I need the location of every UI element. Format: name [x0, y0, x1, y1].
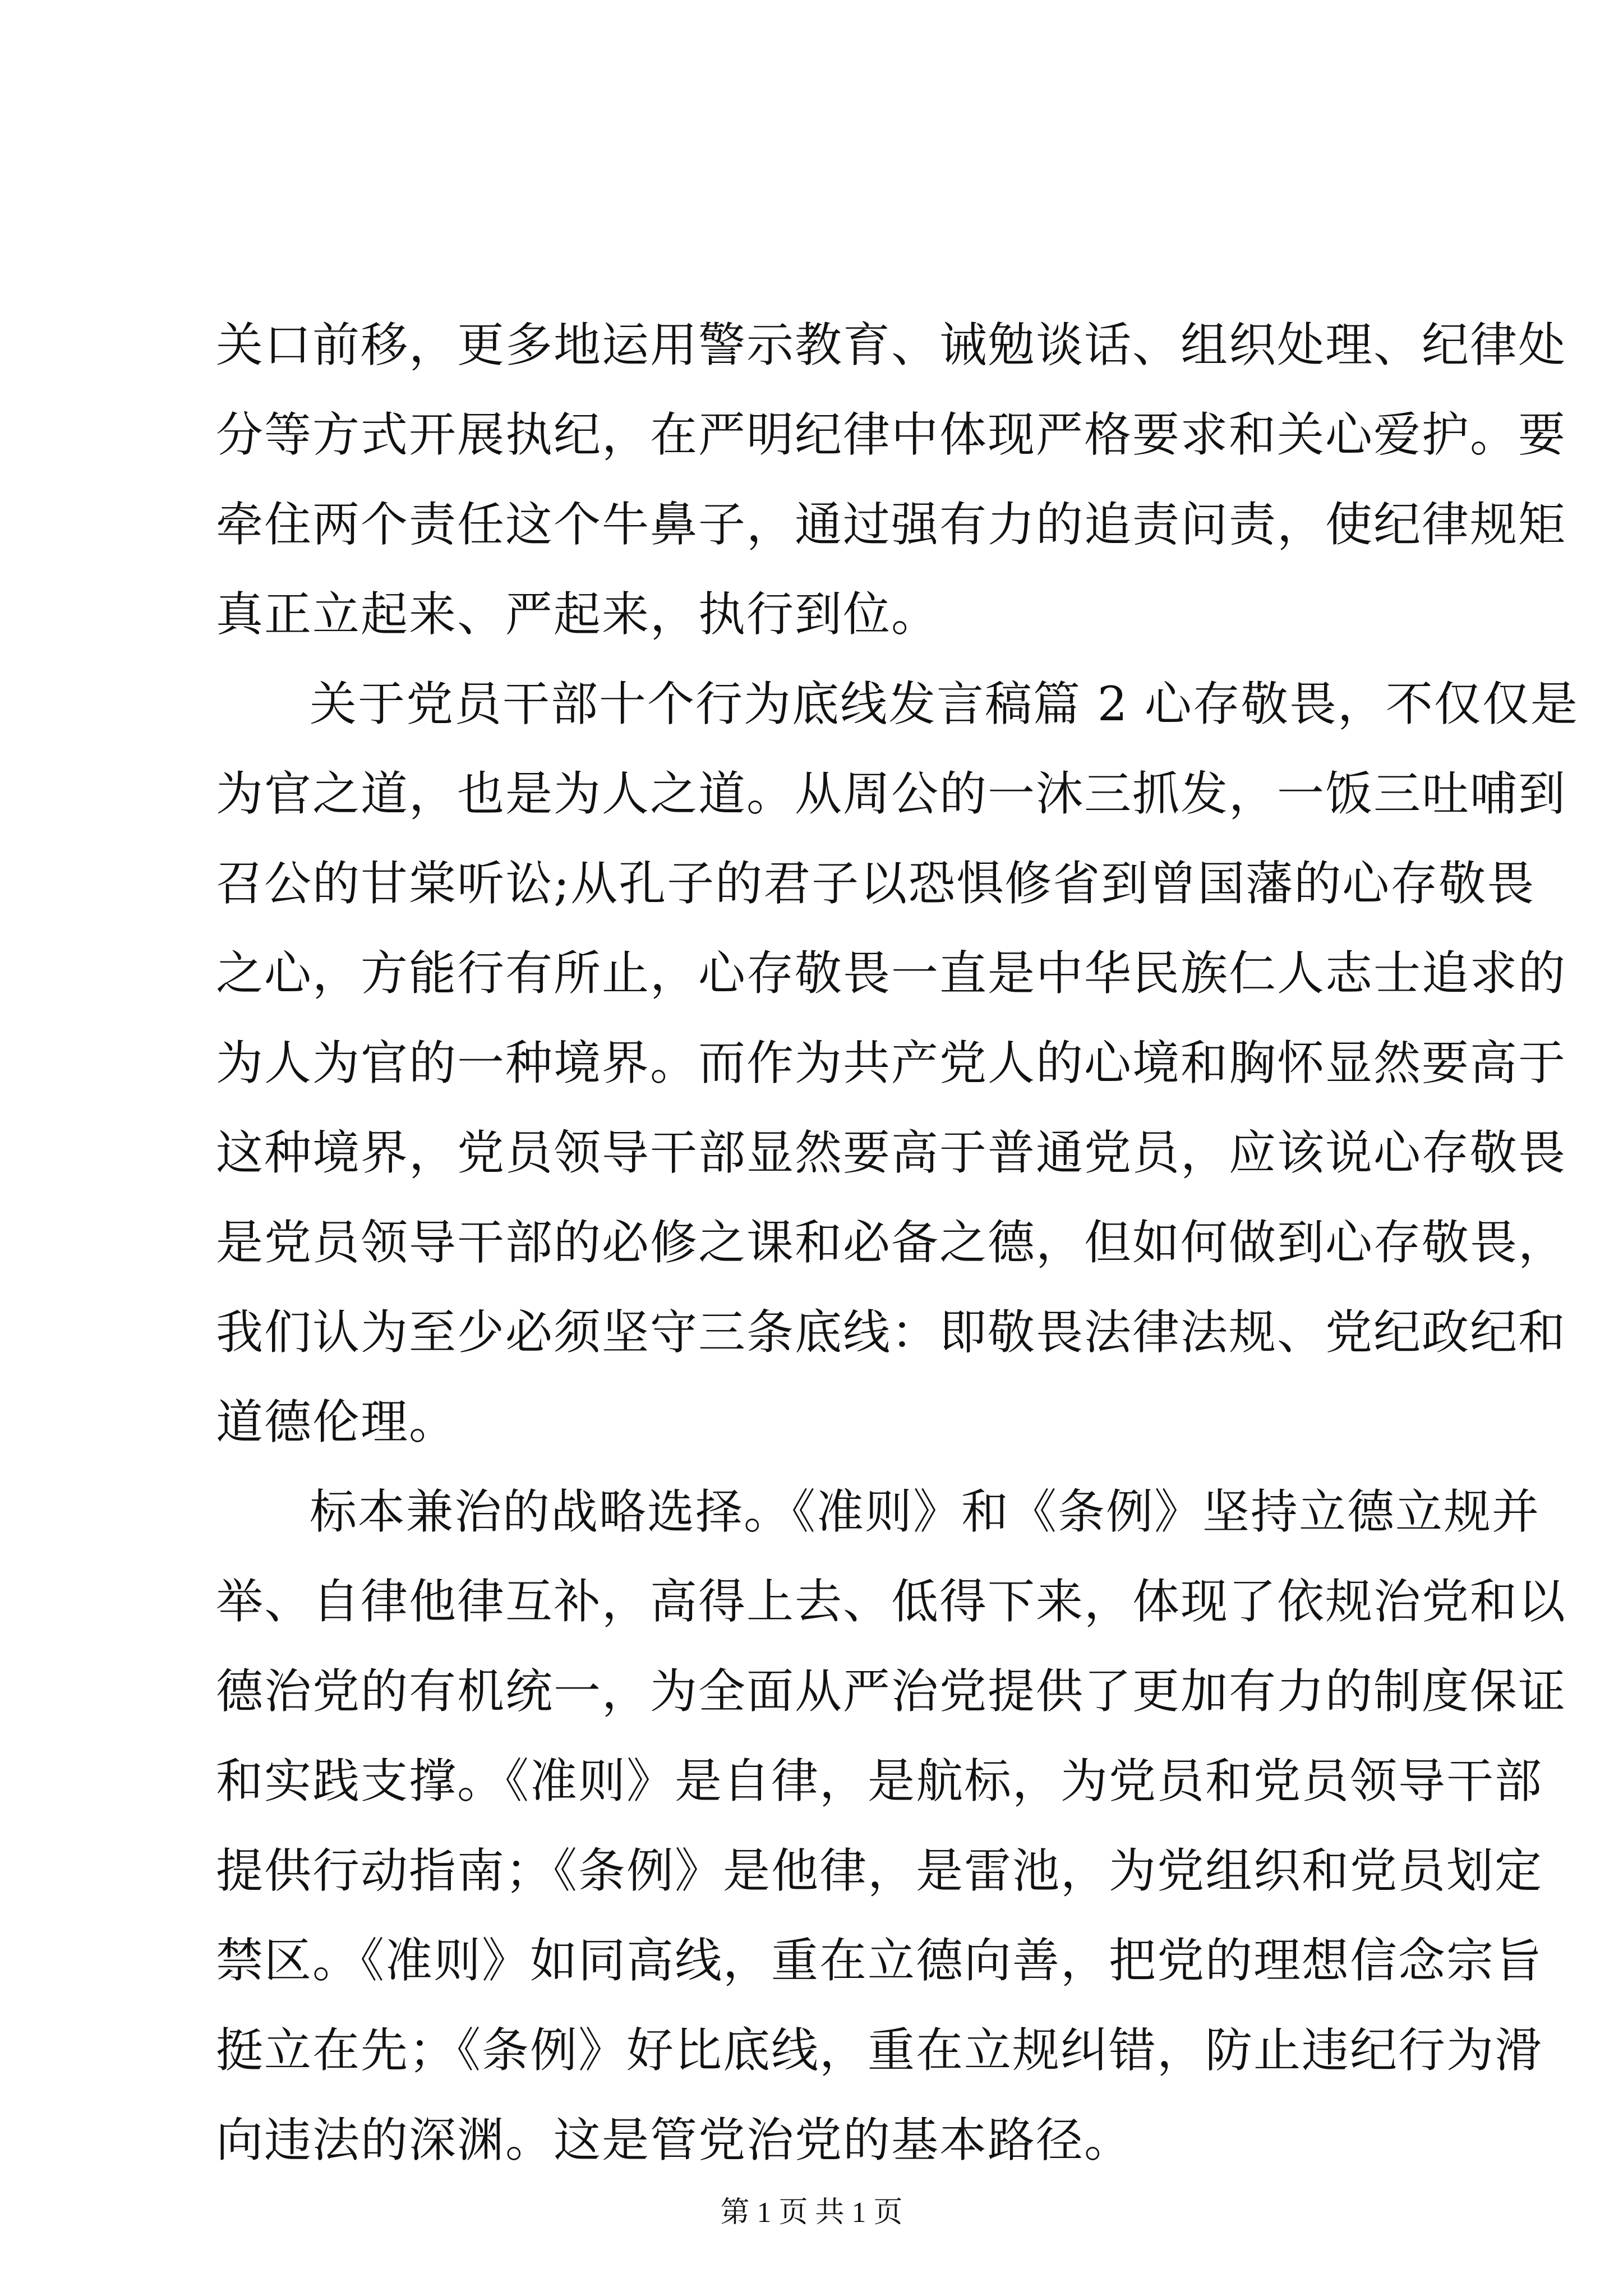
text-line: 挺立在先；《条例》好比底线，重在立规纠错，防止违纪行为滑	[216, 2023, 1543, 2078]
text-line: 提供行动指南；《条例》是他律，是雷池，为党组织和党员划定	[216, 1843, 1543, 1898]
text-line: 之心，方能行有所止，心存敬畏一直是中华民族仁人志士追求的	[216, 946, 1567, 1001]
paragraph-start-line: 标本兼治的战略选择。《准则》和《条例》坚持立德立规并	[310, 1484, 1541, 1539]
text-line: 是党员领导干部的必修之课和必备之德，但如何做到心存敬畏，	[216, 1215, 1567, 1270]
text-line: 向违法的深渊。这是管党治党的基本路径。	[216, 2113, 1133, 2168]
text-line: 和实践支撑。《准则》是自律，是航标，为党员和党员领导干部	[216, 1754, 1543, 1809]
text-line: 召公的甘棠听讼;从孔子的君子以恐惧修省到曾国藩的心存敬畏	[216, 856, 1536, 911]
paragraph-start-line: 关于党员干部十个行为底线发言稿篇 2 心存敬畏，不仅仅是	[310, 677, 1579, 731]
text-line: 为官之道，也是为人之道。从周公的一沐三抓发，一饭三吐哺到	[216, 766, 1567, 821]
text-line: 分等方式开展执纪，在严明纪律中体现严格要求和关心爱护。要	[216, 407, 1567, 462]
text-line: 举、自律他律互补，高得上去、低得下来，体现了依规治党和以	[216, 1574, 1567, 1629]
text-line: 关口前移，更多地运用警示教育、诫勉谈话、组织处理、纪律处	[216, 318, 1567, 372]
text-line: 牵住两个责任这个牛鼻子，通过强有力的追责问责，使纪律规矩	[216, 497, 1567, 552]
text-line: 禁区。《准则》如同高线，重在立德向善，把党的理想信念宗旨	[216, 1933, 1543, 1988]
text-line: 德治党的有机统一，为全面从严治党提供了更加有力的制度保证	[216, 1664, 1567, 1719]
text-line: 为人为官的一种境界。而作为共产党人的心境和胸怀显然要高于	[216, 1036, 1567, 1091]
text-line: 道德伦理。	[216, 1395, 458, 1450]
text-line: 真正立起来、严起来，执行到位。	[216, 587, 940, 642]
text-line: 这种境界，党员领导干部显然要高于普通党员，应该说心存敬畏	[216, 1125, 1567, 1180]
page-number-footer: 第 1 页 共 1 页	[720, 2197, 903, 2229]
text-line: 我们认为至少必须坚守三条底线：即敬畏法律法规、党纪政纪和	[216, 1305, 1567, 1360]
